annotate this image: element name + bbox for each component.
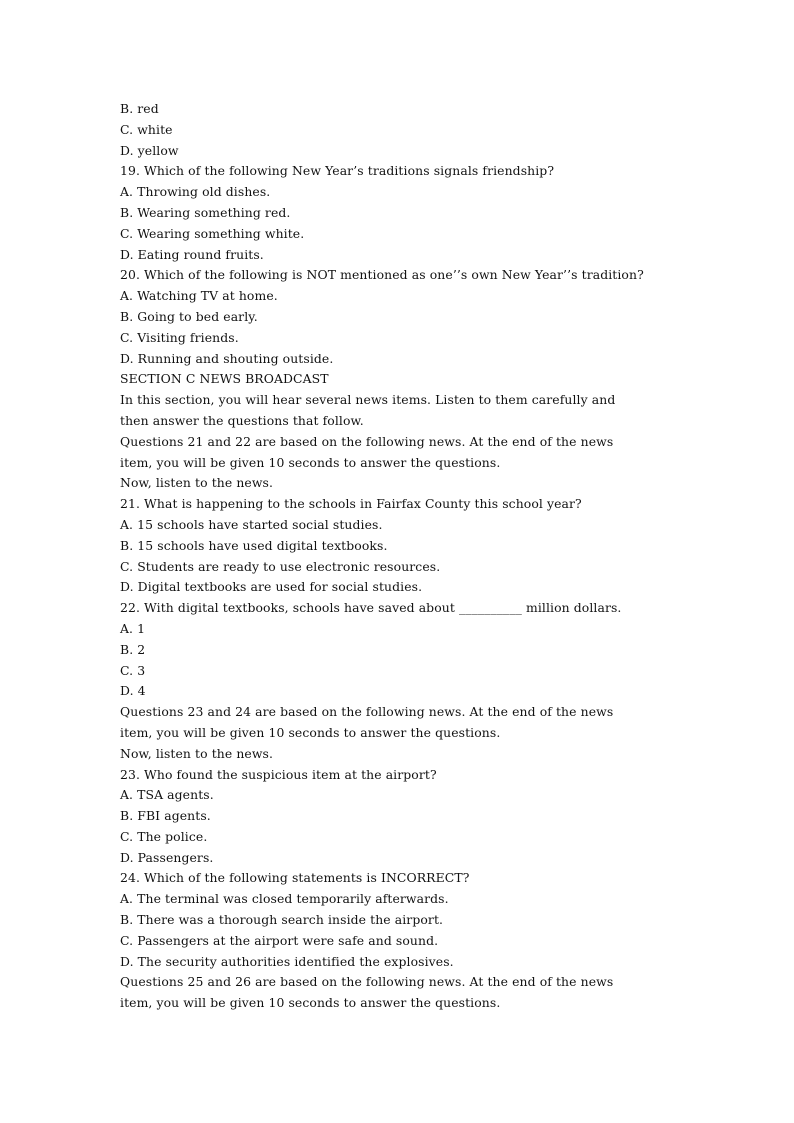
- q23-option-c: C. The police.: [120, 828, 208, 844]
- q24-option-d: D. The security authorities identified the explosives.: [120, 953, 454, 969]
- section-c-instructions-line-1: In this section, you will hear several news items. Listen to them carefully and: [120, 392, 616, 408]
- question-19: 19. Which of the following New Year’s traditions signals friendship?: [120, 163, 555, 179]
- q20-option-b: B. Going to bed early.: [120, 308, 258, 324]
- q21-option-d: D. Digital textbooks are used for social studies.: [120, 579, 423, 595]
- q21-option-c: C. Students are ready to use electronic resources.: [120, 558, 441, 574]
- question-21: 21. What is happening to the schools in Fairfax County this school year?: [120, 496, 582, 512]
- option-d-yellow: D. yellow: [120, 142, 179, 158]
- news-2-intro-line-1: Questions 23 and 24 are based on the following news. At the end of the news: [120, 704, 614, 720]
- q22-option-b: B. 2: [120, 641, 146, 657]
- q19-option-a: A. Throwing old dishes.: [120, 184, 271, 200]
- q19-option-b: B. Wearing something red.: [120, 204, 291, 220]
- question-22: 22. With digital textbooks, schools have saved about __________ million dollars.: [120, 600, 622, 616]
- q22-option-a: A. 1: [120, 620, 146, 636]
- document-page: [120, 99, 680, 1014]
- q24-option-c: C. Passengers at the airport were safe and sound.: [120, 932, 439, 948]
- news-1-intro-line-1: Questions 21 and 22 are based on the following news. At the end of the news: [120, 433, 614, 449]
- q20-option-d: D. Running and shouting outside.: [120, 350, 334, 366]
- news-1-listen: Now, listen to the news.: [120, 475, 274, 491]
- q22-option-c: C. 3: [120, 662, 146, 678]
- news-1-intro-line-2: item, you will be given 10 seconds to answer the questions.: [120, 454, 501, 470]
- section-c-instructions-line-2: then answer the questions that follow.: [120, 412, 364, 428]
- question-24: 24. Which of the following statements is INCORRECT?: [120, 870, 470, 886]
- q23-option-b: B. FBI agents.: [120, 808, 211, 824]
- q22-option-d: D. 4: [120, 683, 146, 699]
- q20-option-a: A. Watching TV at home.: [120, 288, 278, 304]
- q23-option-a: A. TSA agents.: [120, 787, 214, 803]
- q19-option-c: C. Wearing something white.: [120, 225, 305, 241]
- q21-option-a: A. 15 schools have started social studies.: [120, 516, 383, 532]
- news-3-intro-line-1: Questions 25 and 26 are based on the following news. At the end of the news: [120, 974, 614, 990]
- news-3-intro-line-2: item, you will be given 10 seconds to answer the questions.: [120, 995, 501, 1011]
- option-b-red: B. red: [120, 101, 159, 116]
- question-20: 20. Which of the following is NOT mentioned as one’’s own New Year’’s tradition?: [120, 267, 644, 283]
- option-c-white: C. white: [120, 121, 173, 137]
- q19-option-d: D. Eating round fruits.: [120, 246, 264, 262]
- q20-option-c: C. Visiting friends.: [120, 329, 239, 345]
- q24-option-a: A. The terminal was closed temporarily afterwards.: [120, 891, 449, 907]
- q23-option-d: D. Passengers.: [120, 849, 214, 865]
- section-c-heading: SECTION C NEWS BROADCAST: [120, 371, 329, 387]
- q24-option-b: B. There was a thorough search inside the airport.: [120, 912, 444, 928]
- news-2-intro-line-2: item, you will be given 10 seconds to answer the questions.: [120, 724, 501, 740]
- question-23: 23. Who found the suspicious item at the airport?: [120, 766, 437, 782]
- news-2-listen: Now, listen to the news.: [120, 745, 274, 761]
- q21-option-b: B. 15 schools have used digital textbooks.: [120, 537, 388, 553]
